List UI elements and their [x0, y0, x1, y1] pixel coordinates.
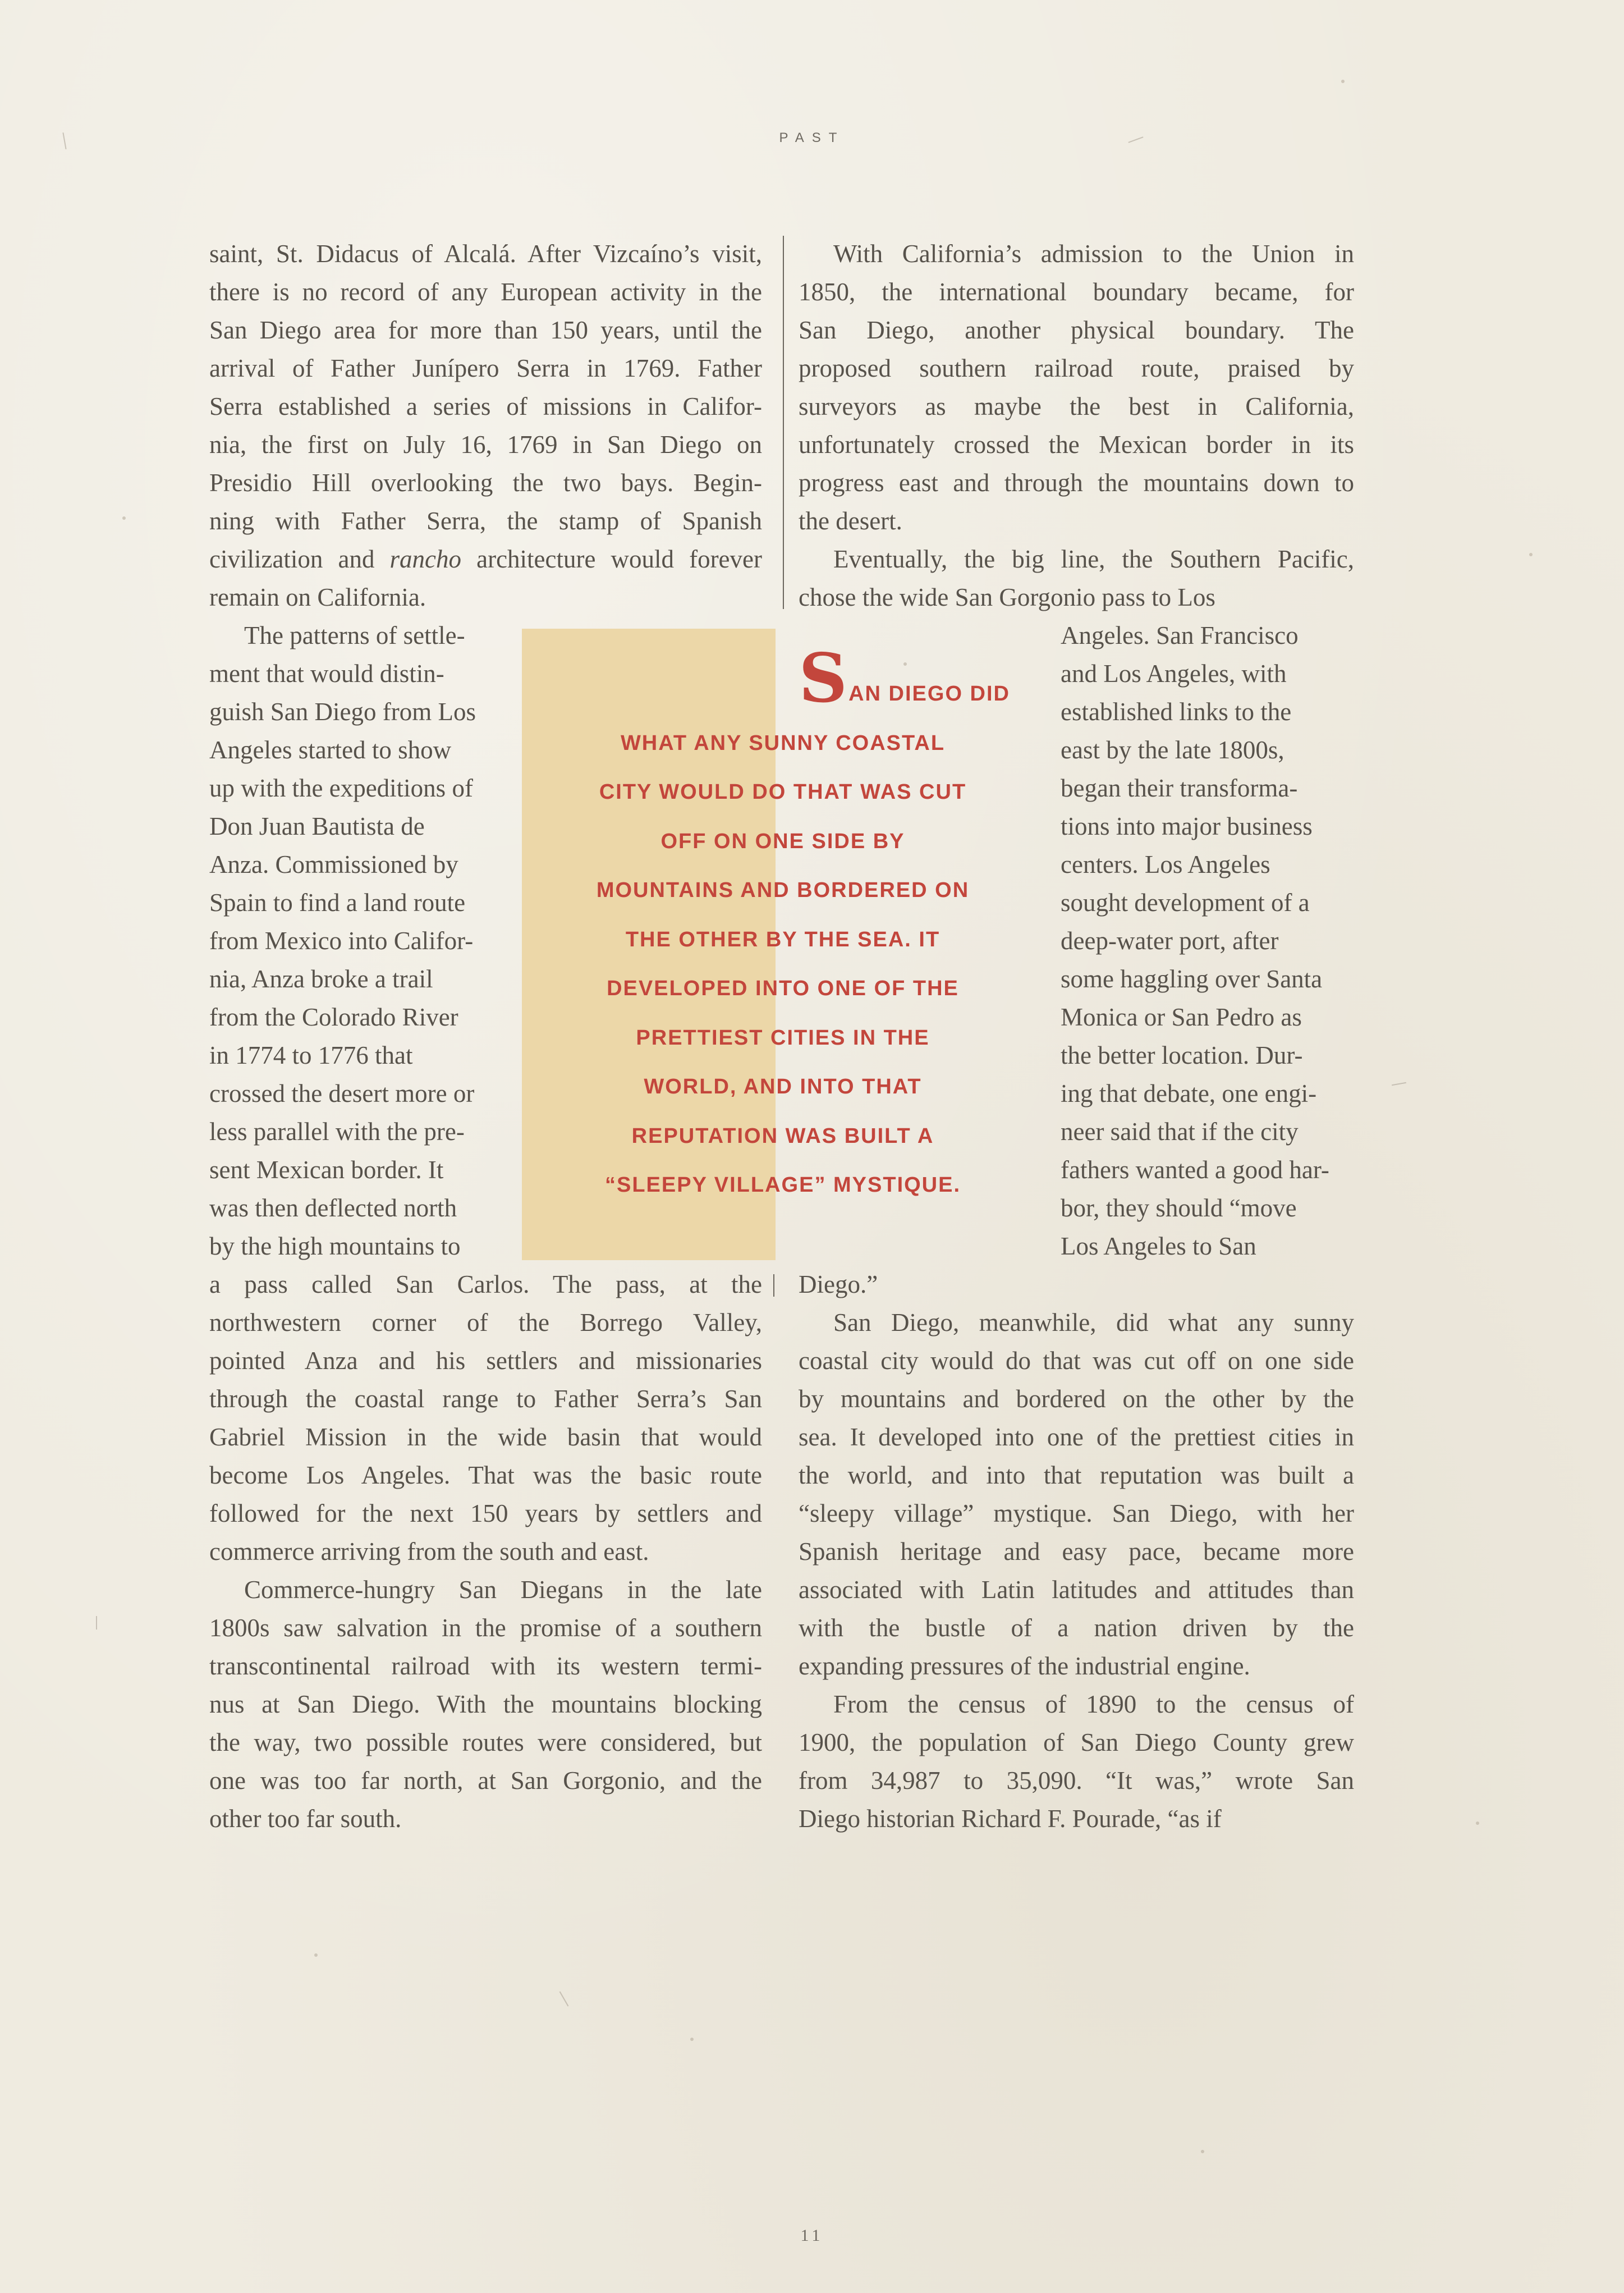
text-line: expanding pressures of the industrial engine.	[799, 1652, 1250, 1680]
text-line: crossed the desert more or	[209, 1079, 475, 1107]
text-line: east by the late 1800s,	[1061, 736, 1284, 764]
left-column-top	[209, 235, 762, 616]
text-line: began their transforma-	[1061, 774, 1298, 802]
pull-quote-line: CITY WOULD DO THAT WAS CUT	[599, 780, 967, 804]
text-line: a pass called San Carlos. The pass, at the	[209, 1270, 762, 1298]
pull-quote-line: WORLD, AND INTO THAT	[644, 1075, 922, 1099]
text-line: nia, the first on July 16, 1769 in San Diego on	[209, 431, 762, 459]
text-line: by mountains and bordered on the other by the	[799, 1385, 1354, 1413]
left-column-bottom	[209, 1265, 762, 1838]
text-line: Anza. Commissioned by	[209, 850, 458, 878]
pull-quote-first-line-text: AN DIEGO DID	[848, 682, 1010, 706]
text-line: ning with Father Serra, the stamp of Spanish	[209, 507, 762, 535]
text-line: associated with Latin latitudes and attitudes than	[799, 1576, 1354, 1604]
text-line: arrival of Father Junípero Serra in 1769. Father	[209, 354, 762, 382]
text-line: from the Colorado River	[209, 1003, 458, 1031]
text-line: tions into major business	[1061, 812, 1313, 840]
text-line: saint, St. Didacus of Alcalá. After Vizcaíno’s visit,	[209, 240, 762, 268]
pull-quote	[539, 639, 1027, 1210]
paper-fiber	[96, 1616, 97, 1630]
text-line: Gabriel Mission in the wide basin that would	[209, 1423, 762, 1451]
text-line: progress east and through the mountains down to	[799, 469, 1354, 497]
right-column-top	[799, 235, 1354, 616]
text-line: from Mexico into Califor-	[209, 927, 474, 955]
text-line: up with the expeditions of	[209, 774, 473, 802]
text-line: surveyors as maybe the best in California,	[799, 392, 1354, 420]
pull-quote-line: PRETTIEST CITIES IN THE	[636, 1026, 930, 1050]
text-line: San Diego, another physical boundary. The	[799, 316, 1354, 344]
text-line: nus at San Diego. With the mountains blocking	[209, 1690, 762, 1718]
text-line: from 34,987 to 35,090. “It was,” wrote San	[799, 1766, 1354, 1795]
pull-quote-first-line	[539, 639, 1027, 719]
text-line: Spain to find a land route	[209, 889, 466, 917]
text-line: ing that debate, one engi-	[1061, 1079, 1317, 1107]
text-line: Commerce-hungry San Diegans in the late	[244, 1576, 762, 1604]
text-line: less parallel with the pre-	[209, 1118, 465, 1146]
text-line: ment that would distin-	[209, 660, 444, 688]
column-rule-lower	[773, 1274, 774, 1297]
running-head: PAST	[779, 130, 845, 145]
right-column-bottom	[799, 1265, 1354, 1838]
text-line: centers. Los Angeles	[1061, 850, 1270, 878]
text-line: coastal city would do that was cut off on one side	[799, 1347, 1354, 1375]
text-line: 1900, the population of San Diego County grew	[799, 1728, 1354, 1756]
text-line: become Los Angeles. That was the basic route	[209, 1461, 762, 1489]
text-line: one was too far north, at San Gorgonio, and the	[209, 1766, 762, 1795]
text-line: Diego historian Richard F. Pourade, “as if	[799, 1805, 1222, 1833]
text-line: transcontinental railroad with its western termi-	[209, 1652, 762, 1680]
text-line: “sleepy village” mystique. San Diego, with her	[799, 1499, 1354, 1527]
text-line: remain on California.	[209, 583, 426, 611]
text-line: The patterns of settle-	[244, 621, 465, 649]
pull-quote-line: MOUNTAINS AND BORDERED ON	[596, 878, 970, 902]
text-line: Spanish heritage and easy pace, became more	[799, 1537, 1354, 1566]
text-line: followed for the next 150 years by settlers and	[209, 1499, 762, 1527]
pull-quote-line: “SLEEPY VILLAGE” MYSTIQUE.	[604, 1173, 961, 1197]
paper-fleck	[122, 516, 126, 520]
text-line: With California’s admission to the Union in	[833, 240, 1354, 268]
text-line: Presidio Hill overlooking the two bays. Begin-	[209, 469, 762, 497]
text-line: in 1774 to 1776 that	[209, 1041, 413, 1069]
text-line: San Diego area for more than 150 years, until the	[209, 316, 762, 344]
text-line: Angeles. San Francisco	[1061, 621, 1299, 649]
text-line: by the high mountains to	[209, 1232, 461, 1260]
text-line: 1800s saw salvation in the promise of a southern	[209, 1614, 762, 1642]
column-rule	[783, 236, 784, 609]
text-line: through the coastal range to Father Serra’s San	[209, 1385, 762, 1413]
text-line: Diego.”	[799, 1270, 878, 1298]
text-line: sent Mexican border. It	[209, 1156, 444, 1184]
pull-quote-line: THE OTHER BY THE SEA. IT	[625, 927, 941, 951]
text-line: the better location. Dur-	[1061, 1041, 1303, 1069]
text-line: the desert.	[799, 507, 902, 535]
text-line: established links to the	[1061, 698, 1292, 726]
text-line: northwestern corner of the Borrego Valley,	[209, 1308, 762, 1337]
text-line: chose the wide San Gorgonio pass to Los	[799, 583, 1215, 611]
pull-quote-line: OFF ON ONE SIDE BY	[660, 829, 905, 853]
text-line: neer said that if the city	[1061, 1118, 1299, 1146]
text-line: Angeles started to show	[209, 736, 452, 764]
pull-quote-line: DEVELOPED INTO ONE OF THE	[607, 977, 959, 1000]
text-line: commerce arriving from the south and east.	[209, 1537, 649, 1566]
paper-fleck	[1476, 1821, 1479, 1825]
text-line: Monica or San Pedro as	[1061, 1003, 1302, 1031]
text-line: Los Angeles to San	[1061, 1232, 1256, 1260]
text-line: the way, two possible routes were considered, but	[209, 1728, 762, 1756]
page-number: 11	[800, 2226, 824, 2245]
text-line: other too far south.	[209, 1805, 402, 1833]
text-line: fathers wanted a good har-	[1061, 1156, 1329, 1184]
pull-quote-line: REPUTATION WAS BUILT A	[631, 1124, 934, 1148]
text-line: with the bustle of a nation driven by the	[799, 1614, 1354, 1642]
text-line: pointed Anza and his settlers and missionaries	[209, 1347, 762, 1375]
text-line: sea. It developed into one of the prettiest cities in	[799, 1423, 1354, 1451]
text-line: bor, they should “move	[1061, 1194, 1297, 1222]
text-line: Don Juan Bautista de	[209, 812, 425, 840]
text-line: Serra established a series of missions in Califor-	[209, 392, 762, 420]
paper-fleck	[1529, 553, 1533, 556]
paper-fleck	[1201, 2150, 1204, 2153]
text-line: the world, and into that reputation was built a	[799, 1461, 1354, 1489]
text-line: proposed southern railroad route, praised by	[799, 354, 1354, 382]
paper-fleck	[690, 2038, 694, 2041]
text-line: guish San Diego from Los	[209, 698, 476, 726]
right-column-narrow	[1061, 616, 1329, 1265]
paper-fleck	[1341, 80, 1345, 83]
paper-fleck	[314, 1953, 318, 1957]
text-line: San Diego, meanwhile, did what any sunny	[833, 1308, 1354, 1337]
text-line: sought development of a	[1061, 889, 1310, 917]
text-line: Eventually, the big line, the Southern Pacific,	[833, 545, 1354, 573]
text-line: was then deflected north	[209, 1194, 457, 1222]
pull-quote-line: WHAT ANY SUNNY COASTAL	[620, 731, 946, 755]
text-line: there is no record of any European activity in the	[209, 278, 762, 306]
text-line: unfortunately crossed the Mexican border in its	[799, 431, 1354, 459]
text-line: From the census of 1890 to the census of	[833, 1690, 1354, 1718]
text-line: nia, Anza broke a trail	[209, 965, 433, 993]
pull-quote-drop-cap: S	[799, 639, 849, 718]
text-line: some haggling over Santa	[1061, 965, 1323, 993]
text-line: and Los Angeles, with	[1061, 660, 1287, 688]
left-column-narrow	[209, 616, 476, 1265]
text-line: deep-water port, after	[1061, 927, 1279, 955]
text-line: 1850, the international boundary became, for	[799, 278, 1354, 306]
text-line: civilization and rancho architecture would forever	[209, 545, 762, 573]
paper-fleck	[903, 662, 907, 666]
